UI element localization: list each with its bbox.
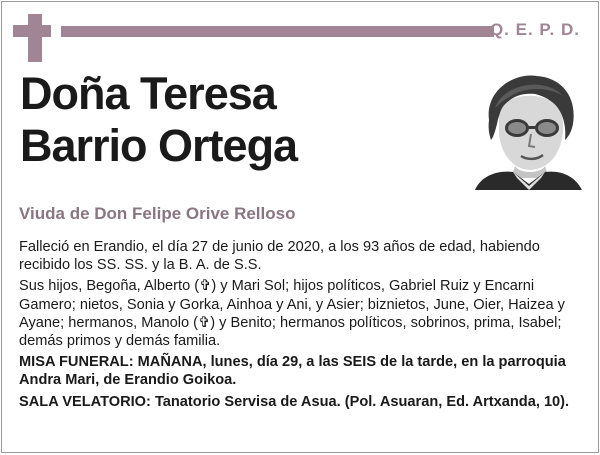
portrait-photo [475, 68, 582, 190]
name-line-1: Doña Teresa [20, 68, 276, 119]
obituary-body [19, 238, 579, 414]
cross-icon [28, 14, 42, 62]
wake-room-info: SALA VELATORIO: Tanatorio Servisa de Asua. (Pol. Asuaran, Ed. Artxanda, 10). [19, 393, 570, 410]
widow-of-subtitle: Viuda de Don Felipe Orive Relloso [19, 204, 296, 223]
qepd-label: Q. E. P. D. [489, 20, 580, 39]
funeral-mass-info: MISA FUNERAL: MAÑANA, lunes, día 29, a las SEIS de la tarde, en la parroquia Andra Mari, de Erandio Goikoa. [19, 354, 566, 389]
death-statement: Falleció en Erandio, el día 27 de junio de 2020, a los 93 años de edad, habiendo recibido los SS. SS. y la B. A. de S.S. [19, 239, 540, 274]
cross-icon-bar [13, 25, 51, 37]
family-list: Sus hijos, Begoña, Alberto (✞) y Mari Sol; hijos políticos, Gabriel Ruiz y Encarni Gamero; nietos, Sonia y Gorka, Ainhoa y Ani, y Asier; biznietos, June, Oier, Haizea y Ayane; hermanos, Manolo (✞) y Benito; hermanos políticos, sobrinos, prima, Isabel; demás primos y demás familia. [19, 278, 565, 350]
portrait-image [475, 68, 582, 190]
obituary-notice [1, 1, 599, 453]
name-line-2: Barrio Ortega [20, 120, 298, 171]
header-rule [61, 26, 494, 37]
deceased-name [20, 68, 297, 172]
